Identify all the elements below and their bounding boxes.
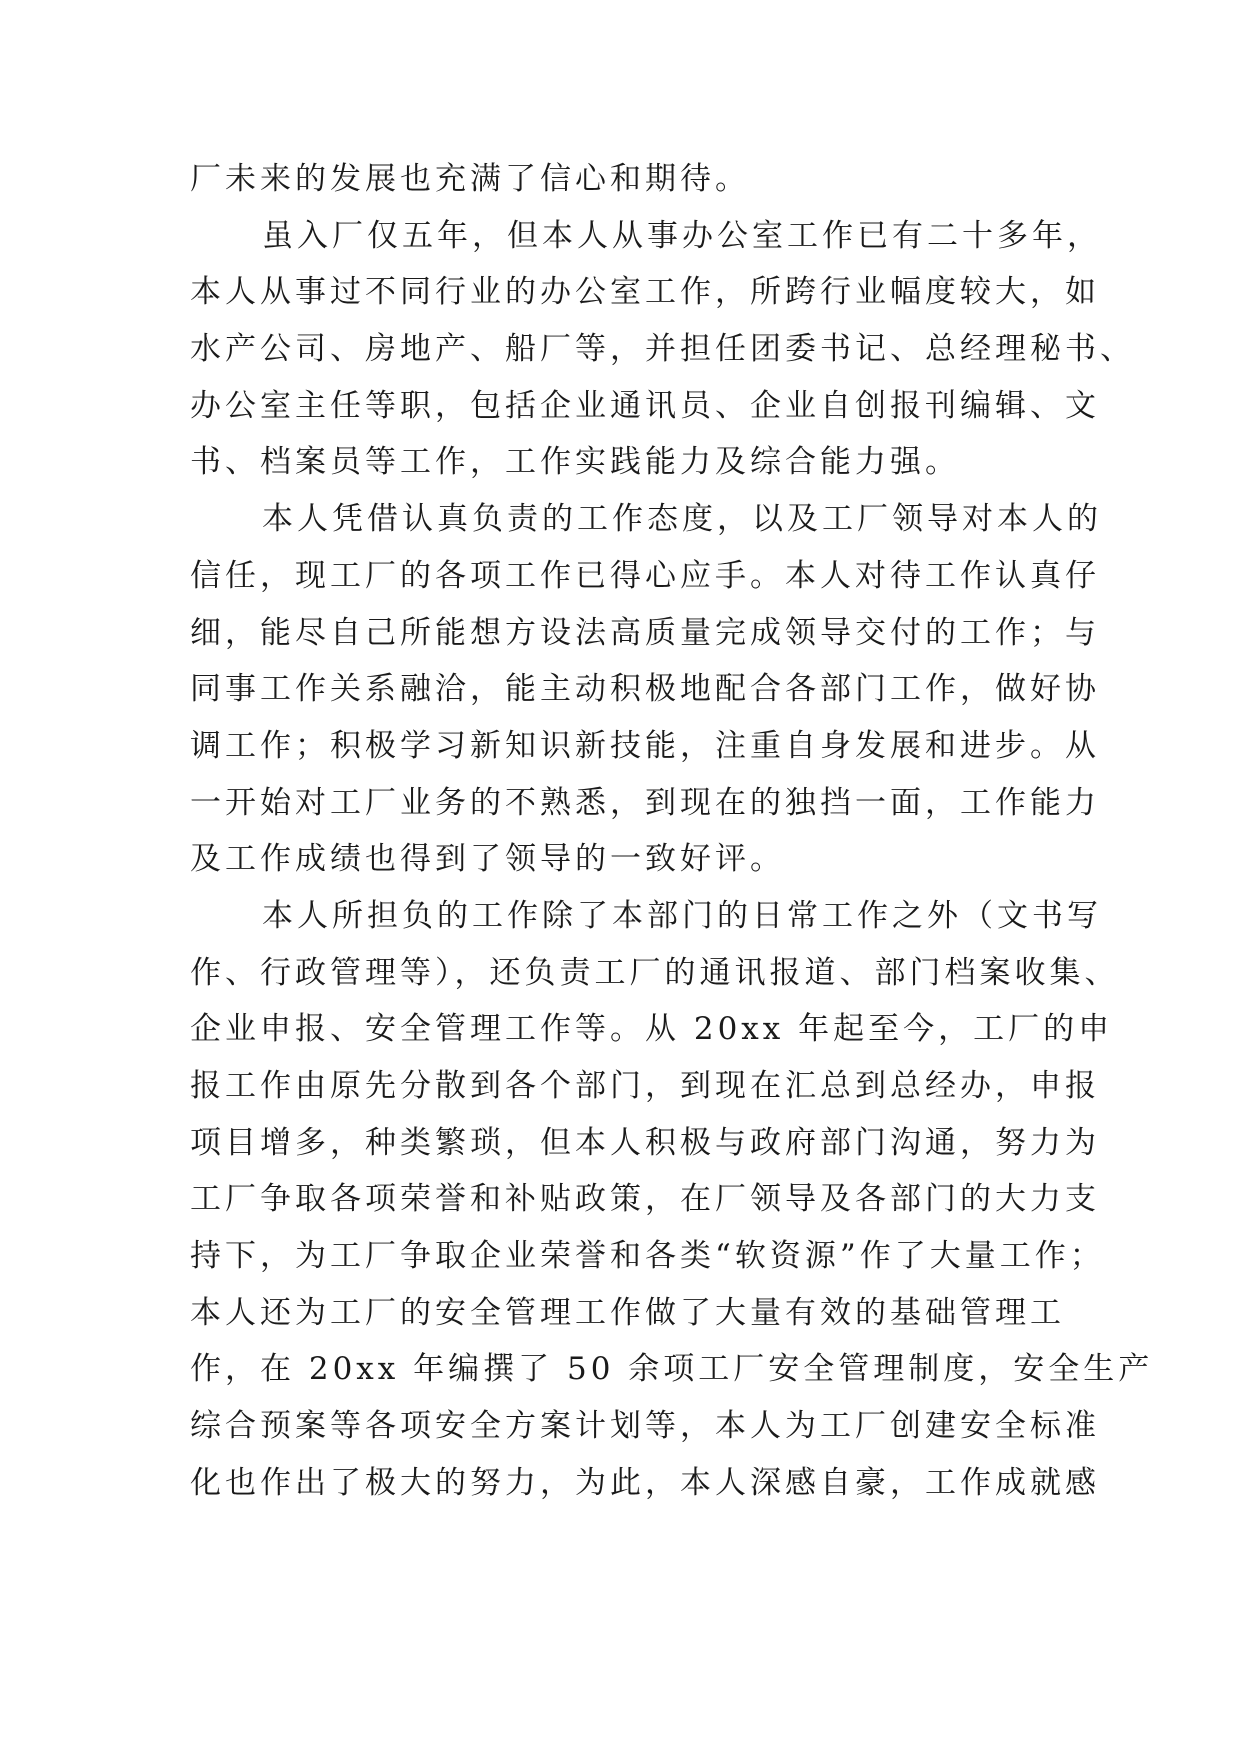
paragraph-first-line: 本人所担负的工作除了本部门的日常工作之外（文书写 [262,897,1102,934]
text-line: 工厂争取各项荣誉和补贴政策，在厂领导及各部门的大力支 [190,1181,1100,1218]
text-line: 化也作出了极大的努力，为此，本人深感自豪，工作成就感 [190,1464,1100,1501]
text-line: 项目增多，种类繁琐，但本人积极与政府部门沟通，努力为 [190,1124,1100,1161]
text-line: 水产公司、房地产、船厂等，并担任团委书记、总经理秘书、 [190,331,1135,368]
text-line: 企业申报、安全管理工作等。从 20xx 年起至今，工厂的申 [190,1011,1114,1048]
text-line: 本人从事过不同行业的办公室工作，所跨行业幅度较大，如 [190,274,1100,311]
text-line: 同事工作关系融洽，能主动积极地配合各部门工作，做好协 [190,671,1100,708]
text-line: 一开始对工厂业务的不熟悉，到现在的独挡一面，工作能力 [190,784,1100,821]
text-line: 作，在 20xx 年编撰了 50 余项工厂安全管理制度，安全生产 [190,1351,1154,1388]
text-line: 持下，为工厂争取企业荣誉和各类“软资源”作了大量工作； [190,1238,1105,1275]
text-line: 信任，现工厂的各项工作已得心应手。本人对待工作认真仔 [190,557,1100,594]
text-line: 作、行政管理等），还负责工厂的通讯报道、部门档案收集、 [190,954,1120,991]
text-line: 厂未来的发展也充满了信心和期待。 [190,161,750,197]
text-line: 综合预案等各项安全方案计划等，本人为工厂创建安全标准 [190,1408,1100,1445]
text-line: 报工作由原先分散到各个部门，到现在汇总到总经办，申报 [190,1068,1100,1104]
text-line: 细，能尽自己所能想方设法高质量完成领导交付的工作；与 [190,614,1100,651]
text-line: 及工作成绩也得到了领导的一致好评。 [190,841,785,878]
text-line: 本人还为工厂的安全管理工作做了大量有效的基础管理工 [190,1294,1065,1331]
body-text [190,151,1154,1512]
text-line: 办公室主任等职，包括企业通讯员、企业自创报刊编辑、文 [190,387,1100,424]
text-line: 调工作；积极学习新知识新技能，注重自身发展和进步。从 [190,727,1100,764]
paragraph-first-line: 虽入厂仅五年，但本人从事办公室工作已有二十多年， [262,217,1102,254]
paragraph-first-line: 本人凭借认真负责的工作态度，以及工厂领导对本人的 [262,501,1102,538]
text-line: 书、档案员等工作，工作实践能力及综合能力强。 [190,444,960,481]
